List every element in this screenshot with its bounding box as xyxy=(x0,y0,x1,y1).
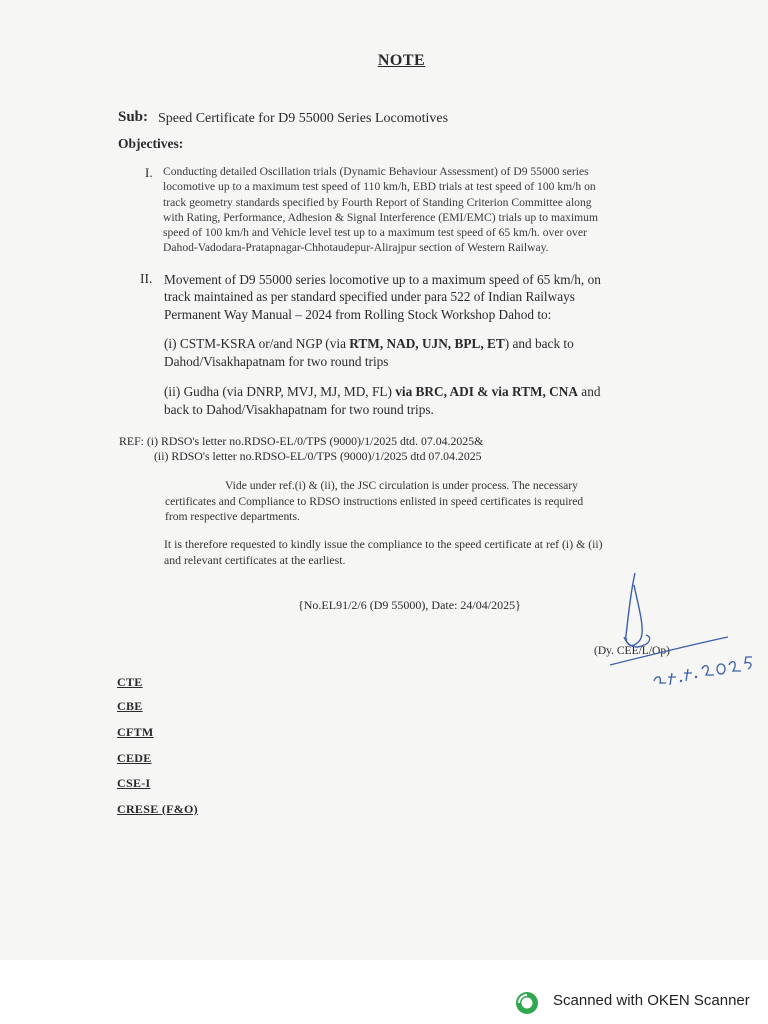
reference-1 xyxy=(119,434,483,449)
copy-to-item: CBE xyxy=(117,699,143,713)
route-2-bold: via BRC, ADI & via RTM, CNA xyxy=(395,384,578,399)
objectives-heading: Objectives: xyxy=(118,136,184,151)
route-2-text: (ii) Gudha (via DNRP, MVJ, MJ, MD, FL) xyxy=(164,384,396,399)
objective-1-numeral: I. xyxy=(145,165,153,180)
route-1-text: (i) CSTM-KSRA or/and NGP (via xyxy=(164,336,350,351)
scanner-logo-icon xyxy=(515,991,539,1015)
text-line: speed of 100 km/h and Vehicle level test up to a maximum test speed of 65 km/h. over over xyxy=(163,226,587,240)
subject-label: Sub: xyxy=(118,109,149,125)
page-title: NOTE xyxy=(377,52,426,69)
text-line: Movement of D9 55000 series locomotive up to a maximum speed of 65 km/h, on xyxy=(164,272,601,287)
text-line: with Rating, Performance, Adhesion & Signal Interference (EMI/EMC) trials up to maximum xyxy=(163,210,598,224)
reference-2: (ii) RDSO's letter no.RDSO-EL/0/TPS (9000)/1/2025 dtd 07.04.2025 xyxy=(154,449,482,463)
copy-to-item: CSE-I xyxy=(117,776,151,790)
route-1-line-2: Dahod/Visakhapatnam for two round trips xyxy=(164,353,389,369)
signatory-designation: (Dy. CEE/L/Op) xyxy=(594,645,670,657)
subject-text: Speed Certificate for D9 55000 Series Locomotives xyxy=(158,111,449,126)
text-line: Permanent Way Manual – 2024 from Rolling Stock Workshop Dahod to: xyxy=(164,306,552,322)
route-2 xyxy=(164,383,601,418)
route-2-line-2: back to Dahod/Visakhapatnam for two round trips. xyxy=(164,401,434,417)
scanner-footer-text: Scanned with OKEN Scanner xyxy=(553,992,750,1009)
text-line: It is therefore requested to kindly issue the compliance to the speed certificate at ref (i) & (ii) xyxy=(164,537,603,551)
text-line: track geometry standards specified by Fourth Report of Standing Criterion Committee along xyxy=(163,195,592,209)
text-line: certificates and Compliance to RDSO instructions enlisted in speed certificates is required xyxy=(165,494,584,508)
vide-paragraph xyxy=(165,478,583,525)
route-1 xyxy=(164,335,574,370)
route-1-bold: RTM, NAD, UJN, BPL, ET xyxy=(349,336,505,351)
text-line: Dahod-Vadodara-Pratapnagar-Chhotaudepur-Alirajpur section of Western Railway. xyxy=(163,241,549,255)
reference-label: REF: xyxy=(119,434,144,448)
text-line: track maintained as per standard specified under para 522 of Indian Railways xyxy=(164,289,575,305)
copy-to-item: CTE xyxy=(117,675,143,689)
objective-2-numeral: II. xyxy=(140,271,153,286)
copy-to-item: CRESE (F&O) xyxy=(117,802,198,816)
reference-1-text: (i) RDSO's letter no.RDSO-EL/0/TPS (9000)/1/2025 dtd. 07.04.2025& xyxy=(146,434,484,448)
route-2-text-end: and xyxy=(577,384,601,399)
file-number: {No.EL91/2/6 (D9 55000), Date: 24/04/2025} xyxy=(298,598,521,612)
copy-to-item: CEDE xyxy=(117,751,152,765)
copy-to-item: CFTM xyxy=(117,725,154,739)
route-1-text-end: ) and back to xyxy=(504,336,574,351)
request-paragraph xyxy=(164,537,603,568)
objective-2-paragraph xyxy=(164,271,601,323)
objective-1-paragraph xyxy=(163,164,703,256)
text-line: and relevant certificates at the earliest. xyxy=(164,552,346,567)
handwritten-signature xyxy=(580,565,768,690)
text-line: Conducting detailed Oscillation trials (Dynamic Behaviour Assessment) of D9 55000 series xyxy=(163,165,589,178)
text-line: Vide under ref.(i) & (ii), the JSC circulation is under process. The necessary xyxy=(225,479,578,492)
text-line: from respective departments. xyxy=(165,510,300,524)
text-line: locomotive up to a maximum test speed of 110 km/h, EBD trials at test speed of 100 km/h on xyxy=(163,180,596,194)
